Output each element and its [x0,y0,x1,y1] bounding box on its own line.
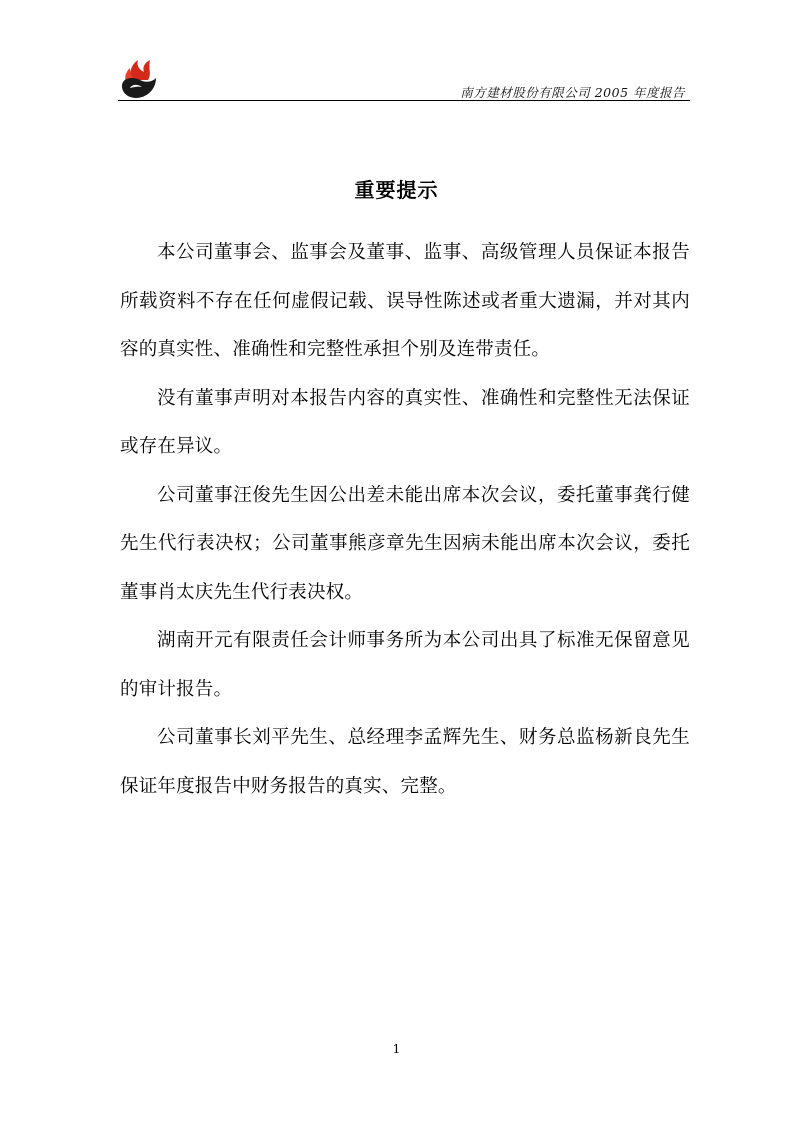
paragraph-financial-guarantee: 公司董事长刘平先生、总经理李孟辉先生、财务总监杨新良先生保证年度报告中财务报告的真实、完整。 [120,727,690,797]
paragraph-absent-directors: 公司董事汪俊先生因公出差未能出席本次会议，委托董事龚行健先生代行表决权；公司董事熊彦章先生因病未能出席本次会议，委托董事肖太庆先生代行表决权。 [120,484,690,603]
notice-body [120,229,690,811]
paragraph-responsibility-statement: 本公司董事会、监事会及董事、监事、高级管理人员保证本报告所载资料不存在任何虚假记载、误导性陈述或者重大遗漏，并对其内容的真实性、准确性和完整性承担个别及连带责任。 [120,242,690,360]
paragraph-no-objection: 没有董事声明对本报告内容的真实性、准确性和完整性无法保证或存在异议。 [120,387,690,457]
page-title: 重要提示 [354,178,439,202]
header-divider [118,100,690,101]
paragraph-audit-opinion: 湖南开元有限责任会计师事务所为本公司出具了标准无保留意见的审计报告。 [120,630,690,700]
company-logo-icon [118,56,158,100]
page-number: 1 [392,1042,401,1056]
report-header-title: 南方建材股份有限公司 2005 年度报告 [460,85,685,100]
